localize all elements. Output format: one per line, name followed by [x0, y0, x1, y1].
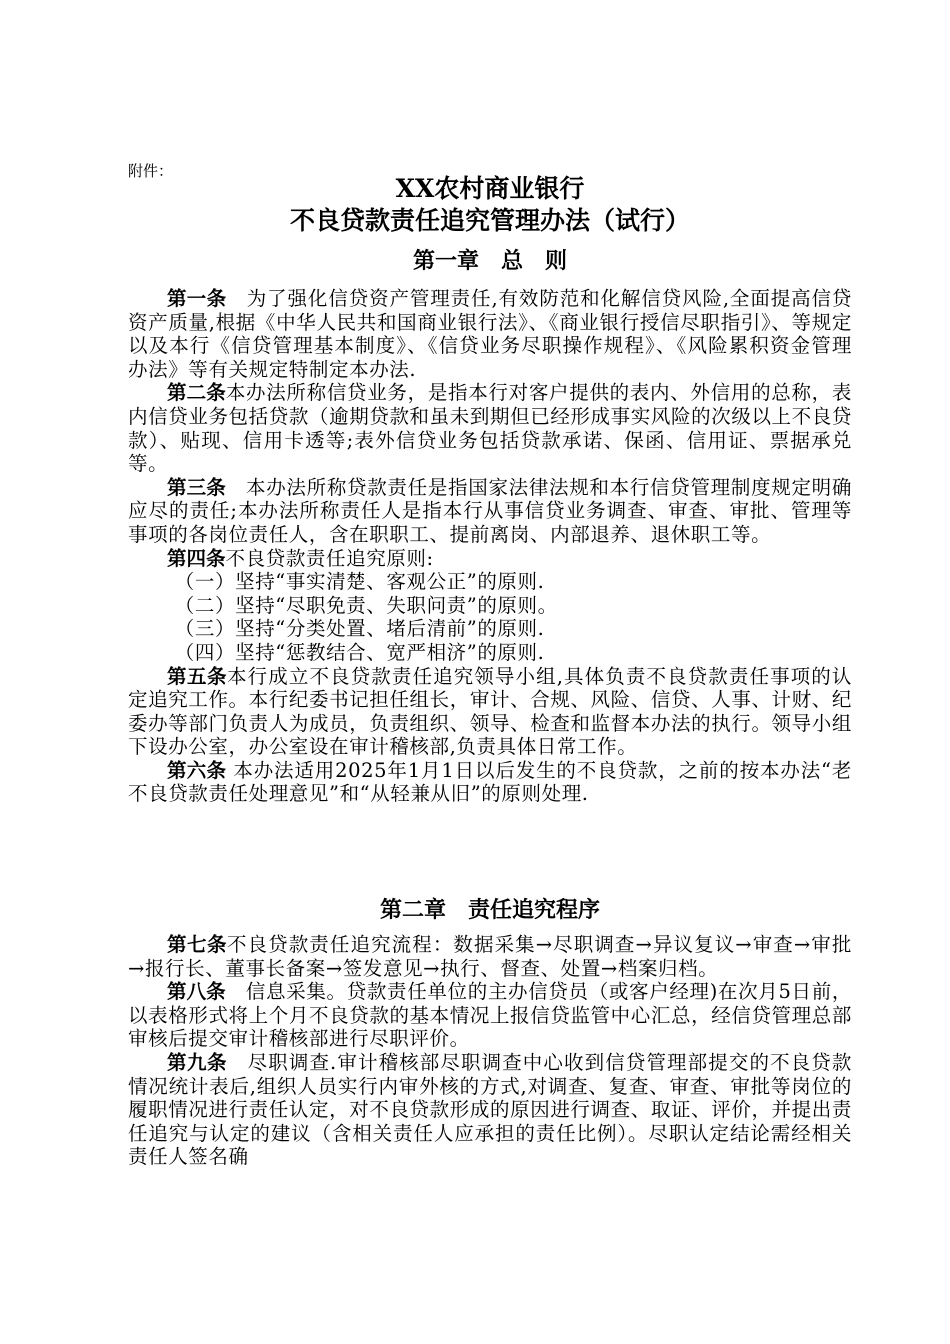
- article-6: [128, 759, 852, 806]
- document-title-bank: XX农村商业银行: [395, 174, 585, 203]
- article-text: 信息采集。贷款责任单位的主办信贷员（或客户经理)在次月5日前，以表格形式将上个月不良贷款的基本情况上报信贷监管中心汇总，经信贷管理总部审核后提交审计稽核部进行尽职评价。: [128, 980, 852, 1051]
- article-text: 不良贷款责任追究流程：数据采集→尽职调查→异议复议→审查→审批→报行长、董事长备案→签发意见→执行、督查、处置→档案归档。: [128, 933, 852, 980]
- chapter-2-body: [128, 933, 852, 1169]
- principle-item: （二）坚持“尽职免责、失职问责”的原则。: [174, 593, 558, 617]
- chapter-2-heading: 第二章 责任追究程序: [379, 897, 600, 923]
- article-4: [128, 547, 852, 571]
- article-1: [128, 287, 852, 381]
- chapter-1-heading: 第一章 总 则: [412, 248, 567, 274]
- article-8: [128, 980, 852, 1051]
- chapter-1-body: [128, 287, 852, 806]
- article-label: 第四条: [167, 546, 226, 570]
- document-title: 不良贷款责任追究管理办法（试行）: [289, 206, 690, 235]
- article-label: 第七条: [167, 933, 227, 956]
- article-3: [128, 476, 852, 547]
- article-label: 第六条: [167, 758, 227, 782]
- principle-item: （一）坚持“事实清楚、客观公正”的原则.: [174, 570, 545, 594]
- article-text: 本办法所称信贷业务，是指本行对客户提供的表内、外信用的总称，表内信贷业务包括贷款（逾期贷款和虽未到期但已经形成事实风险的次级以上不良贷款）、贴现、信用卡透等;表外信贷业务包括贷款承诺、保函、信用证、票据承兑等。: [128, 381, 852, 476]
- principle-item: （四）坚持“惩教结合、宽严相济”的原则.: [174, 640, 545, 664]
- article-label: 第一条: [167, 287, 227, 310]
- principle-item: （三）坚持“分类处置、堵后清前”的原则.: [174, 617, 545, 641]
- article-label: 第八条: [167, 980, 226, 1004]
- article-text: 尽职调查.审计稽核部尽职调查中心收到信贷管理部提交的不良贷款情况统计表后,组织人员实行内审外核的方式,对调查、复查、审查、审批等岗位的履职情况进行责任认定，对不良贷款形成的原因进行调查、取证、评价，并提出责任追究与认定的建议（含相关责任人应承担的责任比例）。尽职认定结论需经相关责任人签名确: [128, 1050, 852, 1169]
- article-label: 第二条: [167, 381, 226, 405]
- article-7: [128, 933, 852, 980]
- article-text: 不良贷款责任追究原则:: [225, 546, 434, 570]
- attachment-label: 附件：: [128, 162, 174, 180]
- article-2: [128, 381, 852, 475]
- article-text: 本办法所称贷款责任是指国家法律法规和本行信贷管理制度规定明确应尽的责任;本办法所称责任人是指本行从事信贷业务调查、审查、审批、管理等事项的各岗位责任人，含在职职工、提前离岗、内部退养、退休职工等。: [128, 475, 852, 546]
- article-text: 为了强化信贷资产管理责任,有效防范和化解信贷风险,全面提高信贷资产质量,根据《中华人民共和国商业银行法》、《商业银行授信尽职指引》、等规定以及本行《信贷管理基本制度》、《信贷业务尽职操作规程》、《风险累积资金管理办法》等有关规定特制定本办法.: [128, 287, 852, 381]
- article-text: 本行成立不良贷款责任追究领导小组,具体负责不良贷款责任事项的认定追究工作。本行纪委书记担任组长，审计、合规、风险、信贷、人事、计财、纪委办等部门负责人为成员，负责组织、领导、检查和监督本办法的执行。领导小组下设办公室，办公室设在审计稽核部,负责具体日常工作。: [128, 664, 852, 759]
- article-9: [128, 1051, 852, 1169]
- article-label: 第三条: [167, 475, 226, 499]
- article-text: 本办法适用2025年1月1日以后发生的不良贷款，之前的按本办法“老不良贷款责任处理意见”和“从轻兼从旧”的原则处理.: [128, 758, 852, 806]
- article-5: [128, 665, 852, 759]
- article-label: 第五条: [167, 664, 228, 688]
- article-label: 第九条: [167, 1050, 228, 1074]
